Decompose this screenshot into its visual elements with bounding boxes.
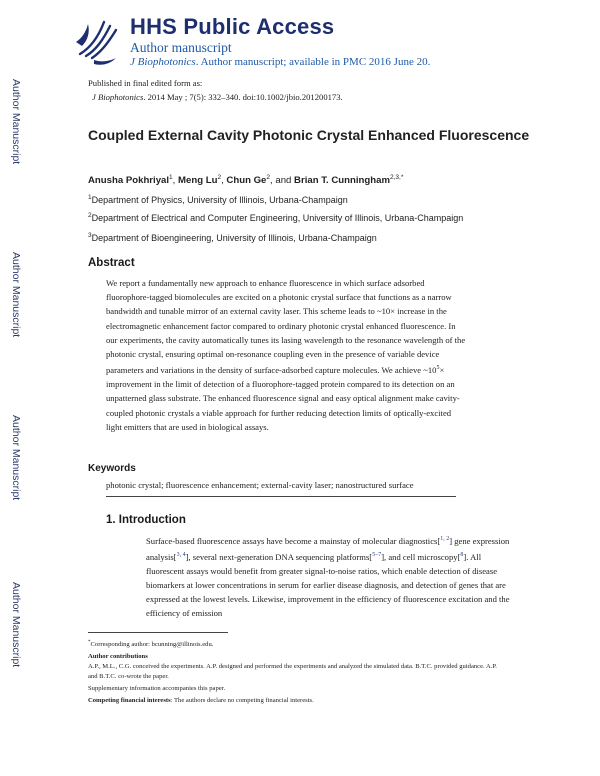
availability-text: . Author manuscript; available in PMC 2016 June 20. bbox=[195, 56, 431, 68]
author-affil-sup: 2 bbox=[266, 174, 271, 181]
introduction-heading: 1. Introduction bbox=[106, 514, 186, 526]
author-name[interactable]: Chun Ge bbox=[226, 175, 267, 187]
affiliation-text: Department of Bioengineering, University of Illinois, Urbana-Champaign bbox=[91, 233, 377, 243]
author-list: Anusha Pokhriyal$^1$, Meng Lu$^2$, Chun Ge$^2$, and Brian T. Cunningham$^{2,3,*}$ bbox=[88, 174, 404, 187]
reference-link[interactable]: 1, 2 bbox=[440, 536, 450, 542]
author-affil-sup: 2 bbox=[217, 174, 222, 181]
author-manuscript-sidebar bbox=[0, 0, 30, 776]
hhs-public-access-title: HHS Public Access bbox=[130, 14, 335, 39]
affiliation bbox=[88, 212, 463, 223]
intro-text: ]. All fluorescent assays would benefit from greater signal-to-noise ratios, which enable detection of disease biomarkers at lower concentrations in serum for earlier disease diagnosis, and detection of genes that are expressed at the lowest levels. Likewise, improvement in the efficiency of fluorescence excitation and the efficiency of emission bbox=[146, 551, 510, 619]
author-manuscript-label: Author manuscript bbox=[130, 40, 232, 55]
sidebar-label: Author Manuscript bbox=[10, 252, 22, 338]
citation-journal: J Biophotonics bbox=[92, 92, 144, 102]
corresponding-text[interactable]: Corresponding author: bcunning@illinois.edu. bbox=[90, 641, 214, 649]
affiliation-number: 2 bbox=[88, 212, 92, 219]
affiliation bbox=[88, 232, 377, 243]
hhs-eagle-logo-icon bbox=[72, 12, 124, 68]
abstract-text: We report a fundamentally new approach to enhance fluorescence in which surface adsorbed fluorophore-tagged biomolecules are excited on a photonic crystal surface that functions as a narrow bandwidth and tunable mirror of an external cavity laser. This scheme leads to ~10× increase in the electromagnetic enhancement factor compared to ordinary photonic crystal enhanced fluorescence. In our experiments, the cavity automatically tunes its lasing wavelength to the resonance wavelength of the photonic crystal, ensuring optimal on-resonance coupling even in the presence of variable device parameters and variations in the density of surface-adsorbed capture molecules. We achieve ~10 bbox=[106, 278, 466, 376]
corresponding-marker: * bbox=[88, 640, 91, 645]
publication-info bbox=[88, 76, 343, 104]
sidebar-label: Author Manuscript bbox=[10, 582, 22, 668]
author-name[interactable]: Anusha Pokhriyal bbox=[88, 175, 170, 187]
hhs-header bbox=[72, 12, 572, 68]
footnotes bbox=[88, 638, 508, 708]
competing-heading: Competing financial interests bbox=[88, 697, 171, 705]
intro-text: Surface-based fluorescence assays have become a mainstay of molecular diagnostics[ bbox=[146, 535, 441, 546]
availability-note bbox=[130, 56, 430, 68]
affiliation-number: 3 bbox=[88, 232, 92, 239]
abstract-heading: Abstract bbox=[88, 257, 135, 269]
citation-details: . 2014 May ; 7(5): 332–340. doi:10.1002/jbio.201200173. bbox=[143, 92, 343, 102]
reference-link[interactable]: 5–7 bbox=[372, 551, 382, 558]
intro-text: ] gene expression analysis[ bbox=[146, 535, 510, 562]
contributions-heading-text: Author contributions bbox=[88, 653, 148, 661]
article-title: Coupled External Cavity Photonic Crystal Enhanced Fluorescence bbox=[88, 127, 530, 143]
author-affil-sup: 2,3,* bbox=[389, 174, 404, 181]
affiliation bbox=[88, 194, 348, 205]
author-name[interactable]: Meng Lu bbox=[178, 175, 218, 187]
keywords-divider bbox=[106, 496, 456, 497]
author-affil-sup: 1 bbox=[169, 174, 173, 181]
footnote-divider bbox=[88, 632, 228, 633]
affiliation-text: Department of Electrical and Computer Engineering, University of Illinois, Urbana-Champaign bbox=[91, 213, 464, 223]
published-label: Published in final edited form as: bbox=[88, 78, 203, 88]
affiliation-text: Department of Physics, University of Illinois, Urbana-Champaign bbox=[91, 195, 348, 205]
supplementary-note: Supplementary information accompanies this paper. bbox=[88, 685, 226, 693]
journal-name: J Biophotonics bbox=[130, 56, 196, 68]
competing-text: : The authors declare no competing financial interests. bbox=[170, 697, 314, 705]
abstract-body bbox=[106, 276, 466, 434]
competing-interests-note bbox=[88, 696, 508, 706]
intro-text: ], and cell microscopy[ bbox=[381, 551, 461, 562]
contributions-heading bbox=[88, 652, 508, 662]
sidebar-label: Author Manuscript bbox=[10, 415, 22, 501]
corresponding-author-note bbox=[88, 638, 508, 650]
intro-text: ], several next-generation DNA sequencing platforms[ bbox=[185, 551, 373, 562]
citation bbox=[88, 90, 343, 104]
keywords-text: photonic crystal; fluorescence enhancement; external-cavity laser; nanostructured surface bbox=[106, 480, 414, 490]
author-name[interactable]: Brian T. Cunningham bbox=[294, 175, 390, 187]
abstract-exponent: 5 bbox=[436, 365, 440, 372]
contributions-text: A.P., M.L., C.G. conceived the experiments. A.P. designed and performed the experiments and analyzed the simulated data. B.T.C. provided guidance. A.P. and B.T.C. co-wrote the paper. bbox=[88, 663, 497, 681]
affiliation-number: 1 bbox=[88, 194, 92, 201]
keywords-heading: Keywords bbox=[88, 463, 136, 474]
abstract-text: × improvement in the limit of detection of a fluorophore-tagged protein compared to its detection on an unpatterned glass substrate. The enhanced fluorescence signal and easy optical alignment make cavity-coupled photonic crystals a viable approach for further reducing detection limits of optically-excited light emitters that are used in biological assays. bbox=[106, 365, 460, 432]
introduction-body bbox=[146, 532, 518, 620]
reference-link[interactable]: 3, 4 bbox=[176, 551, 186, 558]
reference-link[interactable]: 8 bbox=[460, 551, 464, 558]
sidebar-label: Author Manuscript bbox=[10, 79, 22, 165]
